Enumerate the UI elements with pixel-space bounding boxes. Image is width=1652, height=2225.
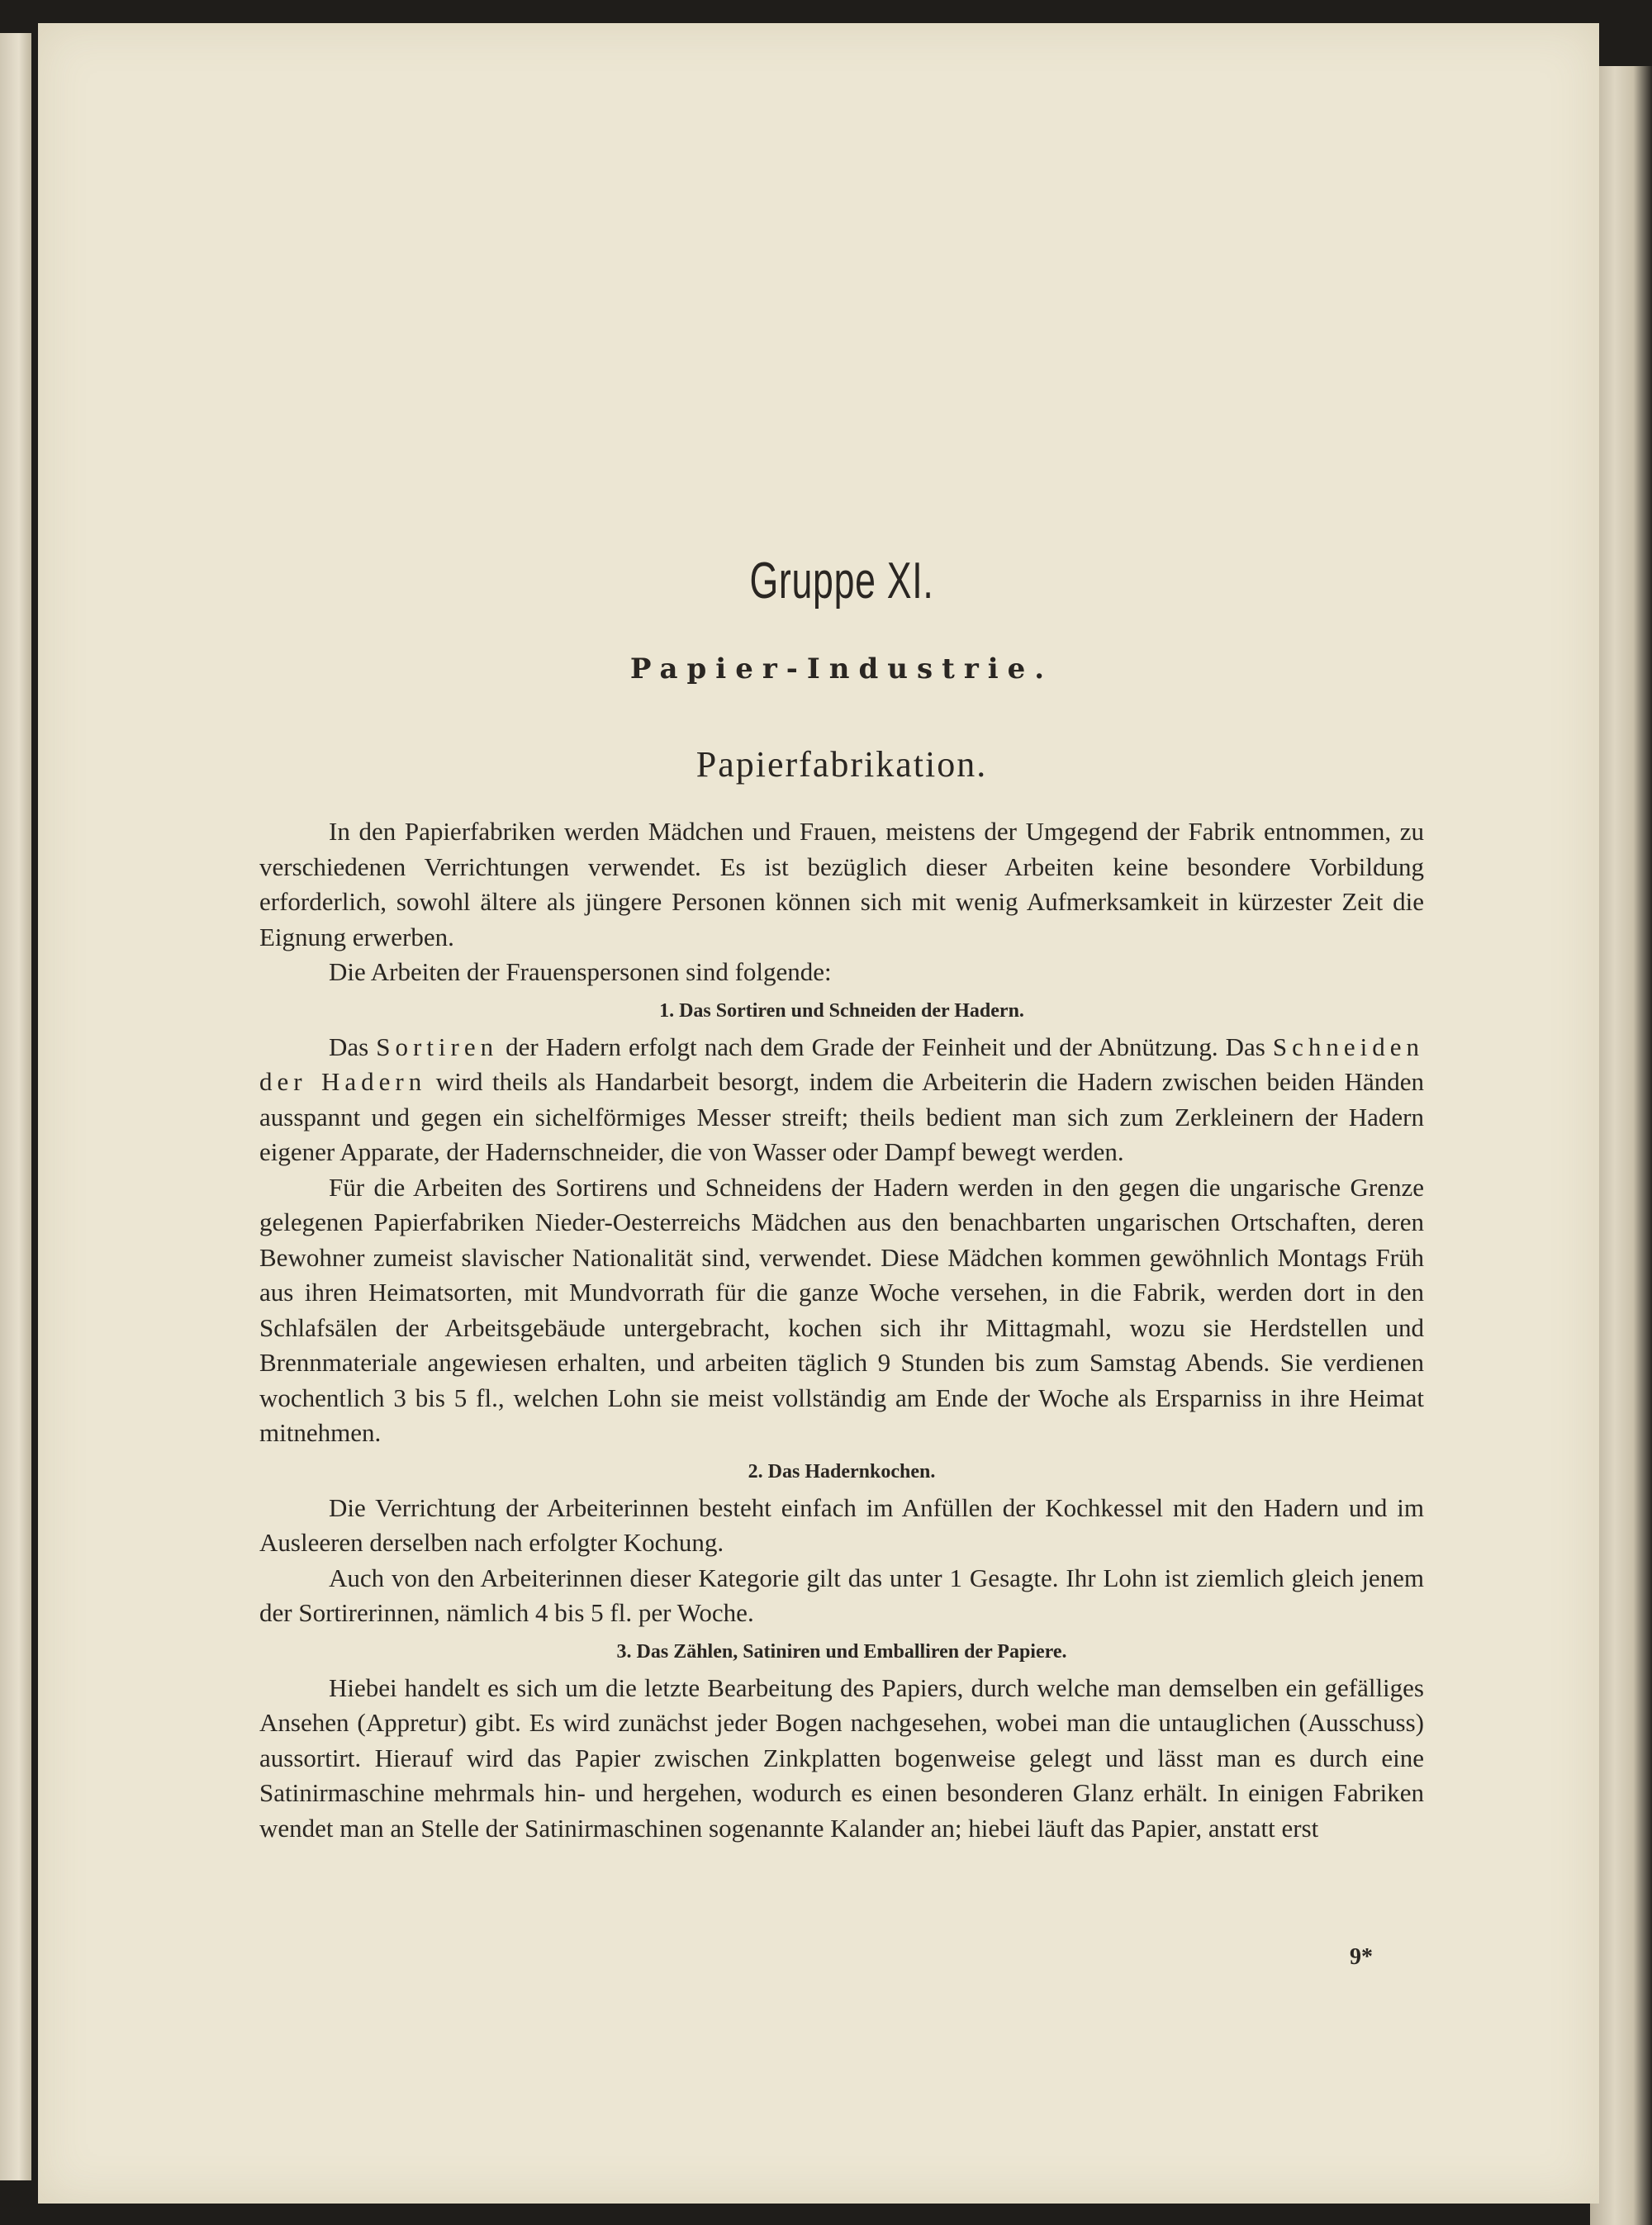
subheading-sortiren: 1. Das Sortiren und Schneiden der Hadern.: [659, 999, 1024, 1022]
emphasis-sortiren: Sortiren: [376, 1032, 499, 1061]
industry-subtitle: Papier-Industrie.: [629, 652, 1054, 686]
paragraph-sortiren: [259, 1030, 1424, 1170]
paragraph-satiniren: Hiebei handelt es sich um die letzte Bearbeitung des Papiers, durch welche man demselben ein gefälliges Ansehen (Appretur) gibt. Es wird zunächst jeder Bogen nachgesehen, wobei man die untauglichen (Ausschuss) aussortirt. Hierauf wird das Papier zwischen Zinkplatten bogenweise gelegt und lässt man es durch eine Satinirmaschine mehrmals hin- und hergehen, wodurch es einen besonderen Glanz erhält. In einigen Fabriken wendet man an Stelle der Satinirmaschinen sogenannte Kalander an; hiebei läuft das Papier, anstatt erst: [259, 1672, 1424, 1843]
text-run: der Hadern erfolgt nach dem Grade der Feinheit und der Abnützung. Das: [498, 1032, 1273, 1061]
paragraph-kochen: Die Verrichtung der Arbeiterinnen besteht einfach im Anfüllen der Kochkessel mit den Hadern und im Ausleeren derselben nach erfolgter Kochung.: [259, 1492, 1424, 1557]
body-text: [259, 814, 1424, 1846]
subheading-hadernkochen: 2. Das Hadernkochen.: [748, 1460, 936, 1483]
signature-mark: 9*: [1350, 1944, 1373, 1970]
paragraph-list-intro: Die Arbeiten der Frauenspersonen sind folgende:: [329, 957, 832, 986]
book-page: [38, 23, 1599, 2204]
text-run: Das: [329, 1032, 377, 1061]
section-title: Papierfabrikation.: [695, 744, 988, 785]
emphasis-schneiden: Schneiden der Hadern: [259, 1032, 1424, 1096]
paragraph-workers: Für die Arbeiten des Sortirens und Schneidens der Hadern werden in den gegen die ungarische Grenze gelegenen Papierfabriken Nieder-Oesterreichs Mädchen aus den benachbarten ungarischen Ortschaften, deren Bewohner zumeist slavischer Nationalität sind, verwendet. Diese Mädchen kommen gewöhnlich Montags Früh aus ihren Heimatsorten, mit Mundvorrath für die ganze Woche versehen, in die Fabrik, werden dort in den Schlafsälen der Arbeitsgebäude untergebracht, kochen sich ihr Mittagmahl, wozu sie Herdstellen und Brennmateriale angewiesen erhalten, und arbeiten täglich 9 Stunden bis zum Samstag Abends. Sie verdienen wochentlich 3 bis 5 fl., welchen Lohn sie meist vollständig am Ende der Woche als Ersparniss in ihre Heimat mitnehmen.: [259, 1172, 1424, 1447]
paragraph-lohn: Auch von den Arbeiterinnen dieser Kategorie gilt das unter 1 Gesagte. Ihr Lohn ist ziemlich gleich jenem der Sortirerinnen, nämlich 4 bis 5 fl. per Woche.: [259, 1563, 1424, 1627]
left-page-edge: [0, 33, 31, 2180]
paragraph-intro: In den Papierfabriken werden Mädchen und Frauen, meistens der Umgegend der Fabrik entnommen, zu verschiedenen Verrichtungen verwendet. Es ist bezüglich dieser Arbeiten keine besondere Vorbildung erforderlich, sowohl ältere als jüngere Personen können sich mit wenig Aufmerksamkeit in kürzester Zeit die Eignung erwerben.: [259, 817, 1424, 951]
subheading-satiniren: 3. Das Zählen, Satiniren und Emballiren der Papiere.: [616, 1640, 1067, 1663]
page-stack-edge: [1590, 66, 1652, 2225]
text-run: wird theils als Handarbeit besorgt, indem die Arbeiterin die Hadern zwischen beiden Händen ausspannt und gegen ein sichelförmiges Messer streift; theils bedient man sich zum Zerkleinern der Hadern eigener Apparate, der Hadernschneider, die von Wasser oder Dampf bewegt werden.: [259, 1067, 1424, 1166]
group-title: Gruppe XI.: [749, 553, 934, 610]
